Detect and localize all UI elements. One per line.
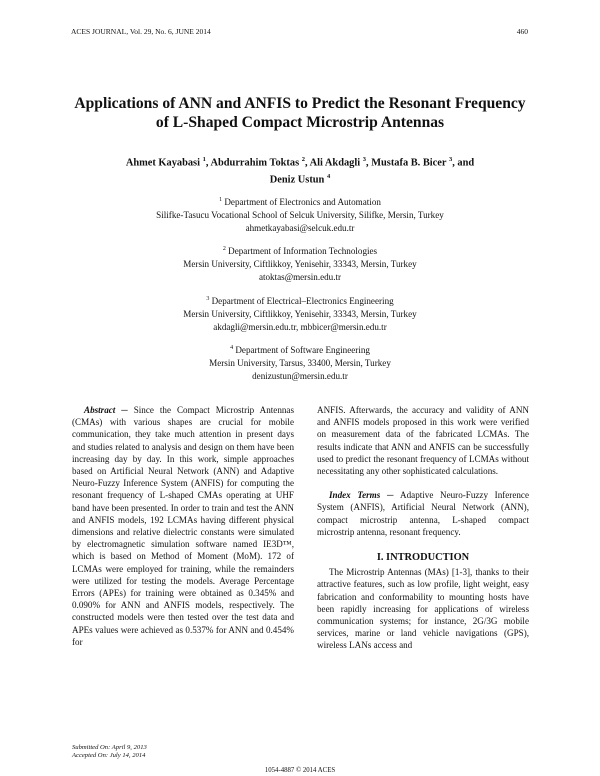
affiliation-dept: Department of Software Engineering xyxy=(235,345,370,356)
title-line-2: of L-Shaped Compact Microstrip Antennas xyxy=(155,114,445,131)
author-name: Deniz Ustun xyxy=(269,174,325,186)
affiliation-1 xyxy=(60,194,540,235)
page-footer: 1054-4887 © 2014 ACES xyxy=(264,767,336,774)
affiliation-dept: Department of Information Technologies xyxy=(228,246,378,257)
submission-note xyxy=(72,744,147,760)
abstract-text: Since the Compact Microstrip Antennas (CMAs) with various shapes are crucial for mobile communication, they take much attention in present days and studies related to analysis and design on them have been increasing day by day. In this work, simple approaches based on Artificial Neural Network (ANN) and Adaptive Neuro-Fuzzy Inference System (ANFIS) for computing the resonant frequency of L-shaped CMAs operating at UHF band have been presented. In order to train and test the ANN and ANFIS models, 192 LCMAs having different physical dimensions and relative dielectric constants were simulated by electromagnetic simulation software named IE3D™, which is based on Method of Moment (MoM). 172 of LCMAs were employed for training, while the remainders were utilized for testing the models. Average Percentage Errors (APEs) for training were obtained as 0.345% and 0.090% for ANN and ANFIS models, respectively. The constructed models were then tested over the test data and APEs values were achieved as 0.537% for ANN and 0.454% for xyxy=(72,405,294,647)
index-terms-label: Index Terms xyxy=(329,490,381,501)
accepted-date: Accepted On: July 14, 2014 xyxy=(72,752,146,759)
affiliation-2 xyxy=(60,243,540,284)
affiliation-institution: Silifke-Tasucu Vocational School of Selcuk University, Silifke, Mersin, Turkey xyxy=(156,210,444,221)
affiliation-institution: Mersin University, Ciftlikkoy, Yenisehir, 33343, Mersin, Turkey xyxy=(183,309,417,320)
right-column xyxy=(317,404,529,652)
abstract-continuation: ANFIS. Afterwards, the accuracy and validity of ANN and ANFIS models proposed in this work were verified on measurement data of the fabricated LCMAs. The results indicate that ANN and ANFIS can be successfully used to predict the resonant frequency of LCMAs without necessitating any other sophisticated calculations. xyxy=(317,405,529,477)
index-terms-text: Adaptive Neuro-Fuzzy Inference System (ANFIS), Artificial Neural Network (ANN), compact microstrip antenna, L-shaped compact microstrip antenna, resonant frequency. xyxy=(317,490,529,537)
section-heading-introduction: I. INTRODUCTION xyxy=(376,552,470,564)
affiliation-institution: Mersin University, Tarsus, 33400, Mersin, Turkey xyxy=(209,358,391,369)
author-affil-mark: 3 xyxy=(448,156,453,163)
affiliation-number: 1 xyxy=(219,197,223,203)
affiliation-dept: Department of Electronics and Automation xyxy=(224,197,381,208)
journal-name: ACES JOURNAL, Vol. 29, No. 6, JUNE 2014 xyxy=(71,27,211,36)
author-conjunction: and xyxy=(457,157,475,169)
author-name: Mustafa B. Bicer xyxy=(371,157,447,169)
page-number: 460 xyxy=(516,27,528,36)
affiliation-institution: Mersin University, Ciftlikkoy, Yenisehir, 33343, Mersin, Turkey xyxy=(183,259,417,270)
index-terms-dash: ─ xyxy=(380,490,401,501)
author-name: Ahmet Kayabasi xyxy=(125,157,200,169)
abstract-dash: ─ xyxy=(115,405,134,415)
paper-title xyxy=(40,94,560,132)
title-line-1: Applications of ANN and ANFIS to Predict the Resonant Frequency xyxy=(74,95,526,112)
index-terms-paragraph xyxy=(317,489,529,538)
author-name: Ali Akdagli xyxy=(309,157,361,169)
submitted-date: Submitted On: April 9, 2013 xyxy=(72,744,147,751)
affiliation-number: 2 xyxy=(222,246,226,252)
author-name: Abdurrahim Toktas xyxy=(210,157,300,169)
affiliation-email: ahmetkayabasi@selcuk.edu.tr xyxy=(245,223,355,234)
author-affil-mark: 4 xyxy=(326,173,331,181)
abstract-label: Abstract xyxy=(84,405,116,415)
affiliation-email: akdagli@mersin.edu.tr, mbbicer@mersin.edu.tr xyxy=(213,322,387,333)
introduction-text: The Microstrip Antennas (MAs) [1-3], thanks to their attractive features, such as low profile, light weight, easy fabrication and conformability to mounting hosts have been rapidly increasing for applications of wireless communication systems; for instance, 2G/3G mobile services, marine or land vehicle navigations (GPS), wireless LANs access and xyxy=(317,567,529,651)
affiliation-email: denizustun@mersin.edu.tr xyxy=(252,371,348,382)
affiliation-number: 3 xyxy=(206,296,210,302)
affiliation-3 xyxy=(60,293,540,334)
author-affil-mark: 3 xyxy=(362,156,366,163)
running-header xyxy=(71,27,528,39)
author-list: Ahmet Kayabasi $^1$, Abdurrahim Toktas $^2$, Ali Akdagli $^3$, Mustafa B. Bicer $^3$, and Deniz Ustun $^4$ xyxy=(125,156,475,186)
affiliation-email: atoktas@mersin.edu.tr xyxy=(258,272,342,283)
left-column xyxy=(72,404,294,648)
abstract-paragraph xyxy=(72,404,294,648)
author-affil-mark: 1 xyxy=(202,156,206,163)
affiliation-dept: Department of Electrical–Electronics Engineering xyxy=(211,296,394,307)
affiliation-4 xyxy=(60,342,540,383)
affiliation-number: 4 xyxy=(230,345,234,351)
author-affil-mark: 2 xyxy=(301,156,305,163)
